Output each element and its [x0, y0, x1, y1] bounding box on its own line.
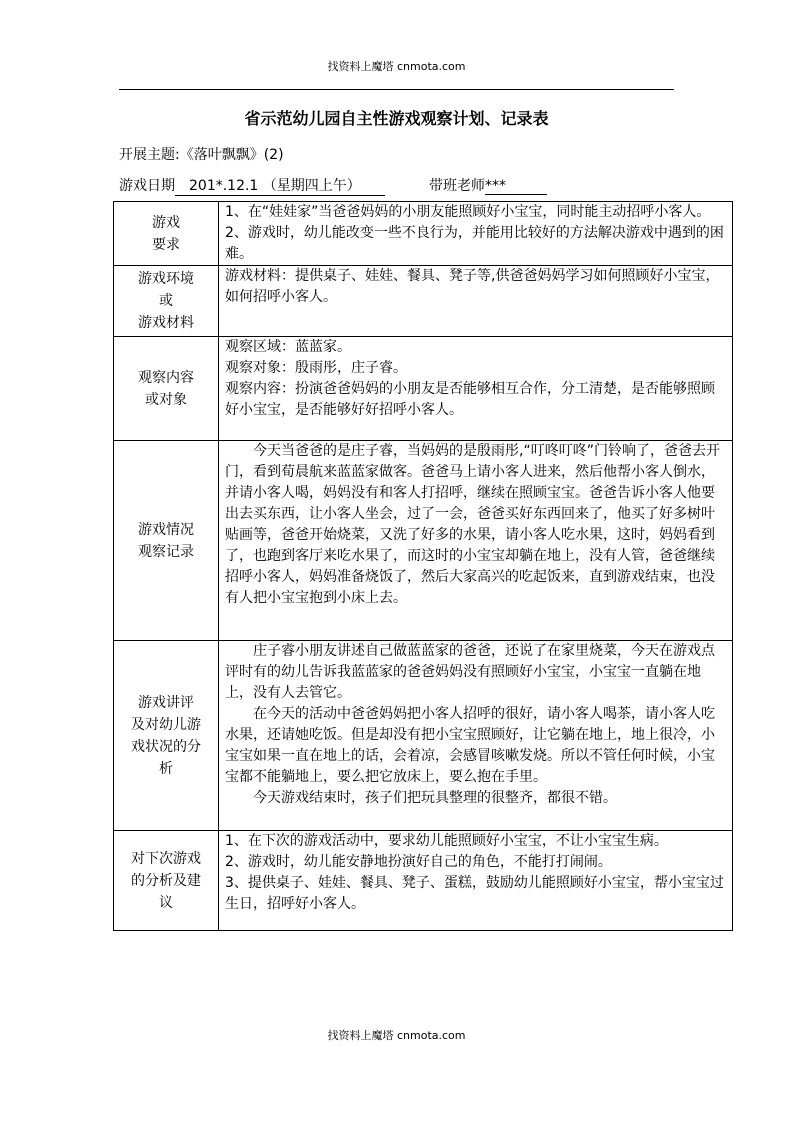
- row-label-requirements: 游戏 要求: [114, 202, 219, 266]
- page-header-watermark: 找资料上魔塔 cnmota.com: [327, 60, 466, 73]
- paragraph: 游戏材料：提供桌子、娃娃、餐具、凳子等,供爸爸妈妈学习如何照顾好小宝宝，如何招呼小客人。: [225, 268, 720, 305]
- row-label-suggestions: 对下次游戏 的分析及建 议: [114, 831, 219, 931]
- paragraph: 在今天的活动中爸爸妈妈把小客人招呼的很好，请小客人喝茶，请小客人吃水果，还请她吃饭。但是却没有把小宝宝照顾好，让它躺在地上，地上很冷，小宝宝如果一直在地上的话，会着凉，会感冒咳嗽发烧。所以不管任何时候，小宝宝都不能躺地上，要么把它放床上，要么抱在手里。: [225, 706, 715, 785]
- row-content-requirements: [219, 202, 733, 266]
- table-row: [114, 202, 733, 266]
- document-title: 省示范幼儿园自主性游戏观察计划、记录表: [244, 109, 549, 128]
- paragraph: 观察内容：扮演爸爸妈妈的小朋友是否能够相互合作，分工清楚，是否能够照顾好小宝宝，是否能够好好招呼小客人。: [225, 381, 715, 418]
- row-label-observation-target: 观察内容 或对象: [114, 337, 219, 441]
- paragraph: 3、提供桌子、娃娃、餐具、凳子、蛋糕，鼓励幼儿能照顾好小宝宝，帮小宝宝过生日，招呼好小客人。: [225, 875, 724, 912]
- row-label-analysis: 游戏讲评 及对幼儿游 戏状况的分 析: [114, 641, 219, 831]
- teacher-label: 带班老师: [429, 178, 485, 194]
- header-divider: [119, 89, 674, 90]
- paragraph: 1、在“娃娃家”当爸爸妈妈的小朋友能照顾好小宝宝，同时能主动招呼小客人。: [225, 204, 711, 220]
- row-content-record: [219, 441, 733, 641]
- paragraph: 1、在下次的游戏活动中，要求幼儿能照顾好小宝宝，不让小宝宝生病。: [225, 833, 668, 849]
- date-label: 游戏日期: [119, 178, 175, 194]
- page-footer-watermark: 找资料上魔塔 cnmota.com: [327, 1029, 466, 1042]
- paragraph: 2、游戏时，幼儿能改变一些不良行为，并能用比较好的方法解决游戏中遇到的困难。: [225, 225, 724, 262]
- table-row: [114, 337, 733, 441]
- row-content-suggestions: [219, 831, 733, 931]
- table-row: [114, 266, 733, 337]
- row-label-materials: 游戏环境 或 游戏材料: [114, 266, 219, 337]
- paragraph: 2、游戏时，幼儿能安静地扮演好自己的角色，不能打打闹闹。: [225, 854, 612, 870]
- row-content-materials: [219, 266, 733, 337]
- paragraph: 观察对象：殷雨彤，庄子睿。: [225, 360, 407, 376]
- table-row: [114, 641, 733, 831]
- paragraph: 庄子睿小朋友讲述自己做蓝蓝家的爸爸，还说了在家里烧菜，今天在游戏点评时有的幼儿告诉我蓝蓝家的爸爸妈妈没有照顾好小宝宝，小宝宝一直躺在地上，没有人去管它。: [225, 643, 715, 701]
- observation-table: [113, 201, 733, 931]
- date-teacher-line: [119, 175, 547, 196]
- date-value: 201*.12.1 （星期四上午）: [175, 175, 385, 196]
- teacher-value: ***: [485, 178, 547, 195]
- paragraph: 观察区域：蓝蓝家。: [225, 339, 351, 355]
- row-content-observation-target: [219, 337, 733, 441]
- theme-line: 开展主题:《落叶飘飘》(2): [119, 147, 284, 163]
- table-row: [114, 831, 733, 931]
- table-row: [114, 441, 733, 641]
- row-content-analysis: [219, 641, 733, 831]
- paragraph: 今天游戏结束时，孩子们把玩具整理的很整齐，都很不错。: [253, 790, 617, 806]
- paragraph: 今天当爸爸的是庄子睿，当妈妈的是殷雨彤,“叮咚叮咚”门铃响了，爸爸去开门，看到荀晨航来蓝蓝家做客。爸爸马上请小客人进来，然后他帮小客人倒水，并请小客人喝，妈妈没有和客人打招呼，继续在照顾宝宝。爸爸告诉小客人他要出去买东西，让小客人坐会，过了一会，爸爸买好东西回来了，他买了好多树叶贴画等，爸爸开始烧菜，又洗了好多的水果，请小客人吃水果，这时，妈妈看到了，也跑到客厅来吃水果了，而这时的小宝宝却躺在地上，没有人管，爸爸继续招呼小客人，妈妈准备烧饭了，然后大家高兴的吃起饭来，直到游戏结束，也没有人把小宝宝抱到小床上去。: [225, 443, 720, 606]
- row-label-record: 游戏情况 观察记录: [114, 441, 219, 641]
